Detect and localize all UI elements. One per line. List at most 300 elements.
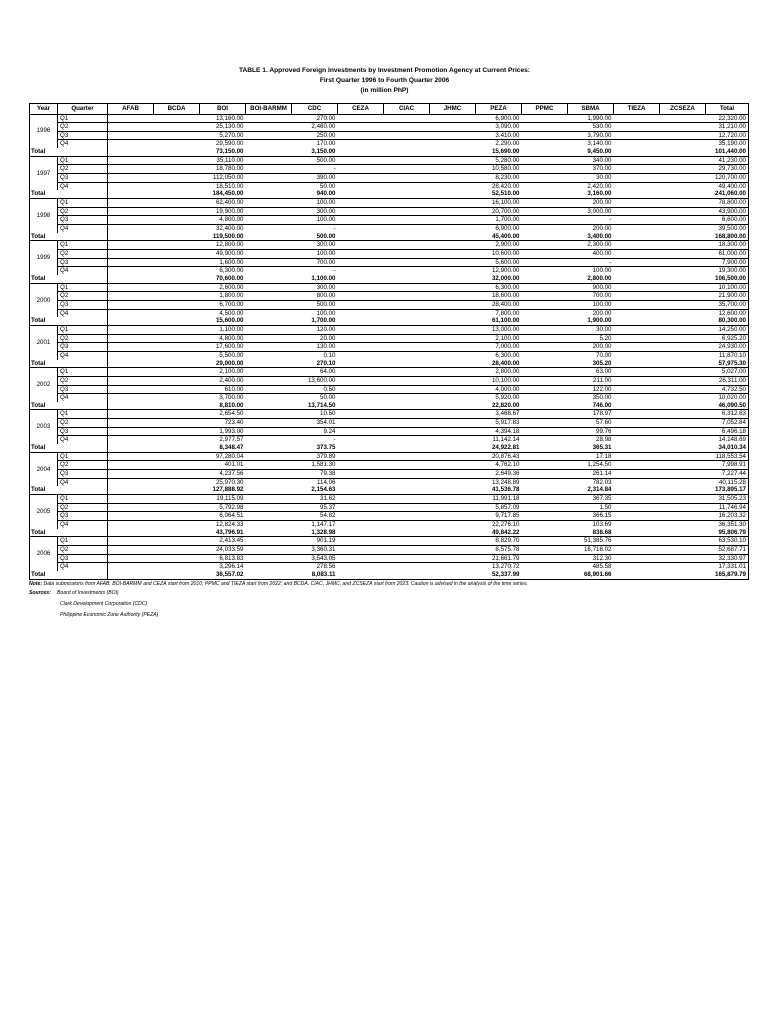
value-cell: [430, 394, 476, 402]
value-cell: [660, 207, 706, 216]
total-label: Total: [30, 571, 108, 579]
total-label: Total: [30, 148, 108, 156]
value-cell: 3,700.00: [200, 394, 246, 402]
total-value-cell: 80,300.00: [706, 317, 749, 325]
value-cell: [614, 461, 660, 470]
value-cell: 32,400.00: [200, 225, 246, 233]
total-value-cell: 173,895.17: [706, 486, 749, 494]
quarter-cell: Q1: [58, 241, 108, 250]
value-cell: [614, 478, 660, 486]
value-cell: [614, 250, 660, 259]
value-cell: [430, 376, 476, 385]
note-text: Data submissions from AFAB, BOI-BARMM and CEZA start from 2010; PPMC and TIEZA start from 2022; and BCDA, CIAC, JHMC, and ZCSEZA start from 2023. Caution is advised in the analysis of the time series.: [43, 580, 528, 587]
value-cell: 12,720.00: [706, 131, 749, 140]
quarter-cell: Q4: [58, 267, 108, 275]
value-cell: [660, 225, 706, 233]
total-value-cell: [246, 275, 292, 283]
table-row: [30, 545, 749, 554]
total-value-cell: [154, 486, 200, 494]
value-cell: 5,027.00: [706, 368, 749, 377]
value-cell: 4,800.00: [200, 216, 246, 225]
total-value-cell: [384, 402, 430, 410]
value-cell: [522, 114, 568, 123]
value-cell: [338, 140, 384, 148]
table-row: [30, 419, 749, 428]
value-cell: [660, 283, 706, 292]
value-cell: 4,000.00: [476, 385, 522, 394]
quarter-cell: Q3: [58, 258, 108, 267]
value-cell: [522, 436, 568, 444]
total-value-cell: [614, 233, 660, 241]
year-cell: 1999: [30, 241, 58, 275]
value-cell: [246, 267, 292, 275]
total-value-cell: 127,888.92: [200, 486, 246, 494]
value-cell: [154, 545, 200, 554]
total-value-cell: 101,440.00: [706, 148, 749, 156]
value-cell: [246, 376, 292, 385]
value-cell: [154, 207, 200, 216]
table-row: [30, 165, 749, 174]
total-value-cell: [154, 233, 200, 241]
value-cell: [384, 410, 430, 419]
value-cell: [430, 283, 476, 292]
year-cell: 1996: [30, 114, 58, 148]
value-cell: 17,600.00: [200, 343, 246, 352]
value-cell: 4,732.50: [706, 385, 749, 394]
value-cell: [338, 114, 384, 123]
table-title: [29, 66, 740, 96]
value-cell: 178.97: [592, 410, 612, 418]
value-cell: 57.60: [568, 419, 614, 428]
value-cell: [108, 199, 154, 208]
total-value-cell: 61,100.00: [476, 317, 522, 325]
total-value-cell: [660, 571, 706, 579]
total-value-cell: 36,557.02: [200, 571, 246, 579]
value-cell: [430, 334, 476, 343]
value-cell: 14,250.00: [706, 325, 749, 334]
table-row: [30, 123, 749, 132]
table-row: [30, 174, 749, 183]
table-row: [30, 131, 749, 140]
value-cell: 10.50: [320, 410, 336, 418]
value-cell: [108, 156, 154, 165]
value-cell: 10,580.00: [476, 165, 522, 174]
value-cell: [430, 512, 476, 521]
value-cell: 900.00: [592, 283, 612, 291]
value-cell: [154, 156, 200, 165]
value-cell: [522, 521, 568, 529]
value-cell: [614, 545, 660, 554]
total-value-cell: 1,700.00: [292, 317, 338, 325]
value-cell: 19,115.09: [216, 495, 244, 503]
value-cell: 97,280.04: [215, 452, 244, 460]
value-cell: 9.24: [292, 427, 338, 436]
value-cell: 36,351.30: [706, 521, 749, 529]
table-row: [30, 114, 749, 123]
value-cell: [108, 250, 154, 259]
quarter-cell: Q4: [58, 436, 108, 444]
total-value-cell: [614, 486, 660, 494]
total-value-cell: [614, 529, 660, 537]
value-cell: [430, 225, 476, 233]
value-cell: -: [292, 225, 338, 233]
value-cell: 6,700.00: [200, 300, 246, 309]
value-cell: [108, 554, 154, 563]
value-cell: [430, 216, 476, 225]
value-cell: [108, 283, 154, 292]
total-row: [30, 317, 749, 325]
table-row: [30, 292, 749, 301]
value-cell: [660, 503, 706, 512]
total-value-cell: [384, 233, 430, 241]
value-cell: 12,900.00: [476, 267, 522, 275]
title-line-3: (in million PhP): [360, 87, 409, 94]
table-row: [30, 368, 749, 377]
value-cell: [614, 114, 660, 123]
value-cell: 29,590.00: [200, 140, 246, 148]
table-row: [30, 140, 749, 148]
total-value-cell: [154, 444, 200, 452]
value-cell: 16,203.32: [706, 512, 749, 521]
value-cell: 5,500.00: [200, 351, 246, 359]
value-cell: [246, 165, 292, 174]
total-value-cell: 119,500.00: [200, 233, 246, 241]
value-cell: 3,140.00: [568, 140, 614, 148]
value-cell: 366.15: [568, 512, 614, 521]
value-cell: [246, 537, 292, 546]
value-cell: [614, 156, 660, 165]
total-value-cell: 52,337.99: [476, 571, 522, 579]
quarter-cell: Q2: [58, 376, 108, 385]
value-cell: [246, 258, 292, 267]
table-row: [30, 385, 749, 394]
value-cell: 31,210.00: [706, 123, 749, 132]
value-cell: [108, 376, 154, 385]
total-value-cell: [660, 148, 706, 156]
value-cell: [154, 376, 200, 385]
value-cell: 13,248.89: [476, 478, 522, 486]
value-cell: [154, 182, 200, 190]
total-label: Total: [30, 317, 108, 325]
quarter-cell: Q4: [58, 351, 108, 359]
value-cell: [430, 368, 476, 377]
value-cell: 370.00: [568, 165, 614, 174]
total-value-cell: [660, 402, 706, 410]
value-cell: [384, 419, 430, 428]
quarter-cell: Q1: [58, 199, 108, 208]
value-cell: 500.00: [316, 156, 336, 164]
total-value-cell: [430, 486, 476, 494]
value-cell: [108, 334, 154, 343]
value-cell: [430, 250, 476, 259]
value-cell: [108, 292, 154, 301]
value-cell: [522, 207, 568, 216]
value-cell: 120,700.00: [706, 174, 749, 183]
value-cell: [154, 250, 200, 259]
value-cell: [384, 495, 430, 504]
table-row: [30, 283, 749, 292]
value-cell: [154, 309, 200, 317]
value-cell: [430, 427, 476, 436]
total-value-cell: [430, 275, 476, 283]
value-cell: 11,746.94: [706, 503, 749, 512]
table-row: [30, 554, 749, 563]
value-cell: 3,410.00: [476, 131, 522, 140]
value-cell: [338, 385, 384, 394]
total-value-cell: 13,714.50: [292, 402, 338, 410]
value-cell: [614, 131, 660, 140]
value-cell: [384, 385, 430, 394]
quarter-cell: Q3: [58, 300, 108, 309]
total-value-cell: 1,100.00: [292, 275, 338, 283]
total-value-cell: 305.20: [568, 360, 614, 368]
value-cell: [614, 165, 660, 174]
quarter-cell: Q4: [58, 225, 108, 233]
sources-label: Sources:: [29, 589, 51, 596]
total-label: Total: [30, 486, 108, 494]
value-cell: [430, 267, 476, 275]
value-cell: 22,320.00: [706, 114, 749, 123]
value-cell: [430, 300, 476, 309]
value-cell: 261.14: [568, 470, 614, 479]
value-cell: [246, 351, 292, 359]
value-cell: [338, 241, 384, 250]
total-value-cell: [108, 275, 154, 283]
year-cell: 2003: [30, 410, 58, 444]
value-cell: 6,813.83: [200, 554, 246, 563]
value-cell: [430, 123, 476, 132]
value-cell: [614, 241, 660, 250]
value-cell: 18,600.00: [476, 292, 522, 301]
value-cell: [108, 131, 154, 140]
value-cell: 114.06: [292, 478, 338, 486]
value-cell: [430, 140, 476, 148]
total-value-cell: [108, 402, 154, 410]
value-cell: 14,148.69: [706, 436, 749, 444]
value-cell: [154, 470, 200, 479]
value-cell: [522, 292, 568, 301]
value-cell: 1,993.00: [200, 427, 246, 436]
quarter-cell: Q2: [58, 503, 108, 512]
value-cell: [522, 512, 568, 521]
value-cell: [154, 241, 200, 250]
value-cell: [614, 512, 660, 521]
column-header: Quarter: [58, 104, 108, 115]
total-value-cell: [154, 529, 200, 537]
value-cell: 130.00: [292, 343, 338, 352]
total-value-cell: 8,083.11: [292, 571, 338, 579]
value-cell: [246, 419, 292, 428]
value-cell: [154, 351, 200, 359]
value-cell: [522, 300, 568, 309]
value-cell: 200.00: [568, 225, 614, 233]
total-value-cell: [108, 190, 154, 198]
value-cell: [108, 225, 154, 233]
value-cell: 3,790.00: [568, 131, 614, 140]
value-cell: [108, 216, 154, 225]
value-cell: 340.00: [592, 156, 612, 164]
value-cell: [108, 427, 154, 436]
value-cell: [660, 123, 706, 132]
value-cell: [522, 368, 568, 377]
value-cell: [660, 156, 706, 165]
value-cell: [384, 140, 430, 148]
total-value-cell: [430, 190, 476, 198]
value-cell: 6,496.18: [706, 427, 749, 436]
value-cell: 40,115.28: [706, 478, 749, 486]
total-value-cell: 43,796.91: [200, 529, 246, 537]
value-cell: 401.01: [200, 461, 246, 470]
value-cell: [338, 292, 384, 301]
total-label: Total: [30, 233, 108, 241]
quarter-cell: Q4: [58, 394, 108, 402]
value-cell: [154, 503, 200, 512]
value-cell: [522, 351, 568, 359]
total-value-cell: [154, 317, 200, 325]
total-value-cell: [384, 571, 430, 579]
value-cell: [430, 241, 476, 250]
value-cell: [522, 241, 568, 250]
quarter-cell: Q3: [58, 512, 108, 521]
value-cell: [108, 563, 154, 571]
total-value-cell: [660, 486, 706, 494]
value-cell: [338, 199, 384, 208]
value-cell: [660, 394, 706, 402]
total-value-cell: [660, 275, 706, 283]
table-row: [30, 225, 749, 233]
total-value-cell: [338, 360, 384, 368]
table-row: [30, 461, 749, 470]
value-cell: [614, 140, 660, 148]
table-row: [30, 250, 749, 259]
value-cell: 24,930.00: [706, 343, 749, 352]
total-value-cell: [154, 571, 200, 579]
value-cell: [430, 199, 476, 208]
total-value-cell: [246, 529, 292, 537]
value-cell: 10,100.00: [706, 283, 749, 292]
value-cell: [338, 394, 384, 402]
value-cell: [660, 241, 706, 250]
quarter-cell: Q1: [58, 368, 108, 377]
value-cell: [430, 521, 476, 529]
value-cell: [338, 123, 384, 132]
value-cell: 79.38: [292, 470, 338, 479]
value-cell: [660, 470, 706, 479]
column-header: BOI: [200, 104, 246, 115]
column-header: CIAC: [384, 104, 430, 115]
value-cell: [338, 436, 384, 444]
value-cell: [246, 512, 292, 521]
value-cell: 35,190.00: [706, 140, 749, 148]
total-value-cell: [338, 444, 384, 452]
value-cell: 782.03: [568, 478, 614, 486]
value-cell: 300.00: [292, 207, 338, 216]
total-value-cell: [246, 233, 292, 241]
total-value-cell: [108, 317, 154, 325]
value-cell: [246, 250, 292, 259]
value-cell: 3,360.31: [292, 545, 338, 554]
value-cell: [614, 267, 660, 275]
value-cell: [246, 114, 292, 123]
total-value-cell: [522, 486, 568, 494]
value-cell: [384, 394, 430, 402]
value-cell: [154, 267, 200, 275]
column-header: PPMC: [522, 104, 568, 115]
table-row: [30, 182, 749, 190]
value-cell: 2,977.57: [200, 436, 246, 444]
value-cell: [660, 512, 706, 521]
year-cell: 2004: [30, 452, 58, 486]
value-cell: -: [292, 267, 338, 275]
value-cell: 16,718.02: [568, 545, 614, 554]
value-cell: [614, 351, 660, 359]
table-row: [30, 394, 749, 402]
value-cell: 19,300.00: [706, 267, 749, 275]
total-value-cell: 15,690.00: [476, 148, 522, 156]
total-value-cell: [660, 529, 706, 537]
total-value-cell: [338, 275, 384, 283]
value-cell: [660, 267, 706, 275]
value-cell: [522, 309, 568, 317]
value-cell: [246, 140, 292, 148]
value-cell: [522, 410, 568, 419]
value-cell: 100.00: [316, 199, 336, 207]
value-cell: [430, 207, 476, 216]
total-value-cell: 95,806.79: [706, 529, 749, 537]
value-cell: [614, 554, 660, 563]
value-cell: [522, 182, 568, 190]
value-cell: [108, 351, 154, 359]
year-cell: 1997: [30, 156, 58, 190]
value-cell: 70.00: [568, 351, 614, 359]
quarter-cell: Q1: [58, 114, 108, 123]
value-cell: [338, 563, 384, 571]
value-cell: [108, 300, 154, 309]
total-value-cell: [108, 444, 154, 452]
value-cell: 20,876.43: [491, 452, 520, 460]
value-cell: 2,400.00: [200, 376, 246, 385]
value-cell: [154, 461, 200, 470]
value-cell: 26,311.00: [706, 376, 749, 385]
table-row: [30, 470, 749, 479]
value-cell: 1,600.00: [200, 258, 246, 267]
total-value-cell: [108, 148, 154, 156]
value-cell: 700.00: [568, 292, 614, 301]
value-cell: [522, 563, 568, 571]
total-value-cell: [154, 148, 200, 156]
value-cell: [522, 470, 568, 479]
note-label: Note:: [29, 580, 43, 587]
value-cell: 17.18: [596, 452, 612, 460]
value-cell: [614, 521, 660, 529]
total-value-cell: 838.68: [568, 529, 614, 537]
value-cell: [108, 207, 154, 216]
total-value-cell: [660, 317, 706, 325]
value-cell: [338, 410, 384, 419]
value-cell: 6,925.20: [706, 334, 749, 343]
value-cell: [384, 258, 430, 267]
value-cell: [384, 207, 430, 216]
value-cell: [430, 461, 476, 470]
value-cell: [338, 250, 384, 259]
value-cell: 9,717.85: [476, 512, 522, 521]
quarter-cell: Q3: [58, 427, 108, 436]
value-cell: [384, 216, 430, 225]
value-cell: 3,090.00: [476, 123, 522, 132]
total-value-cell: [384, 444, 430, 452]
total-value-cell: [614, 275, 660, 283]
total-value-cell: [614, 317, 660, 325]
